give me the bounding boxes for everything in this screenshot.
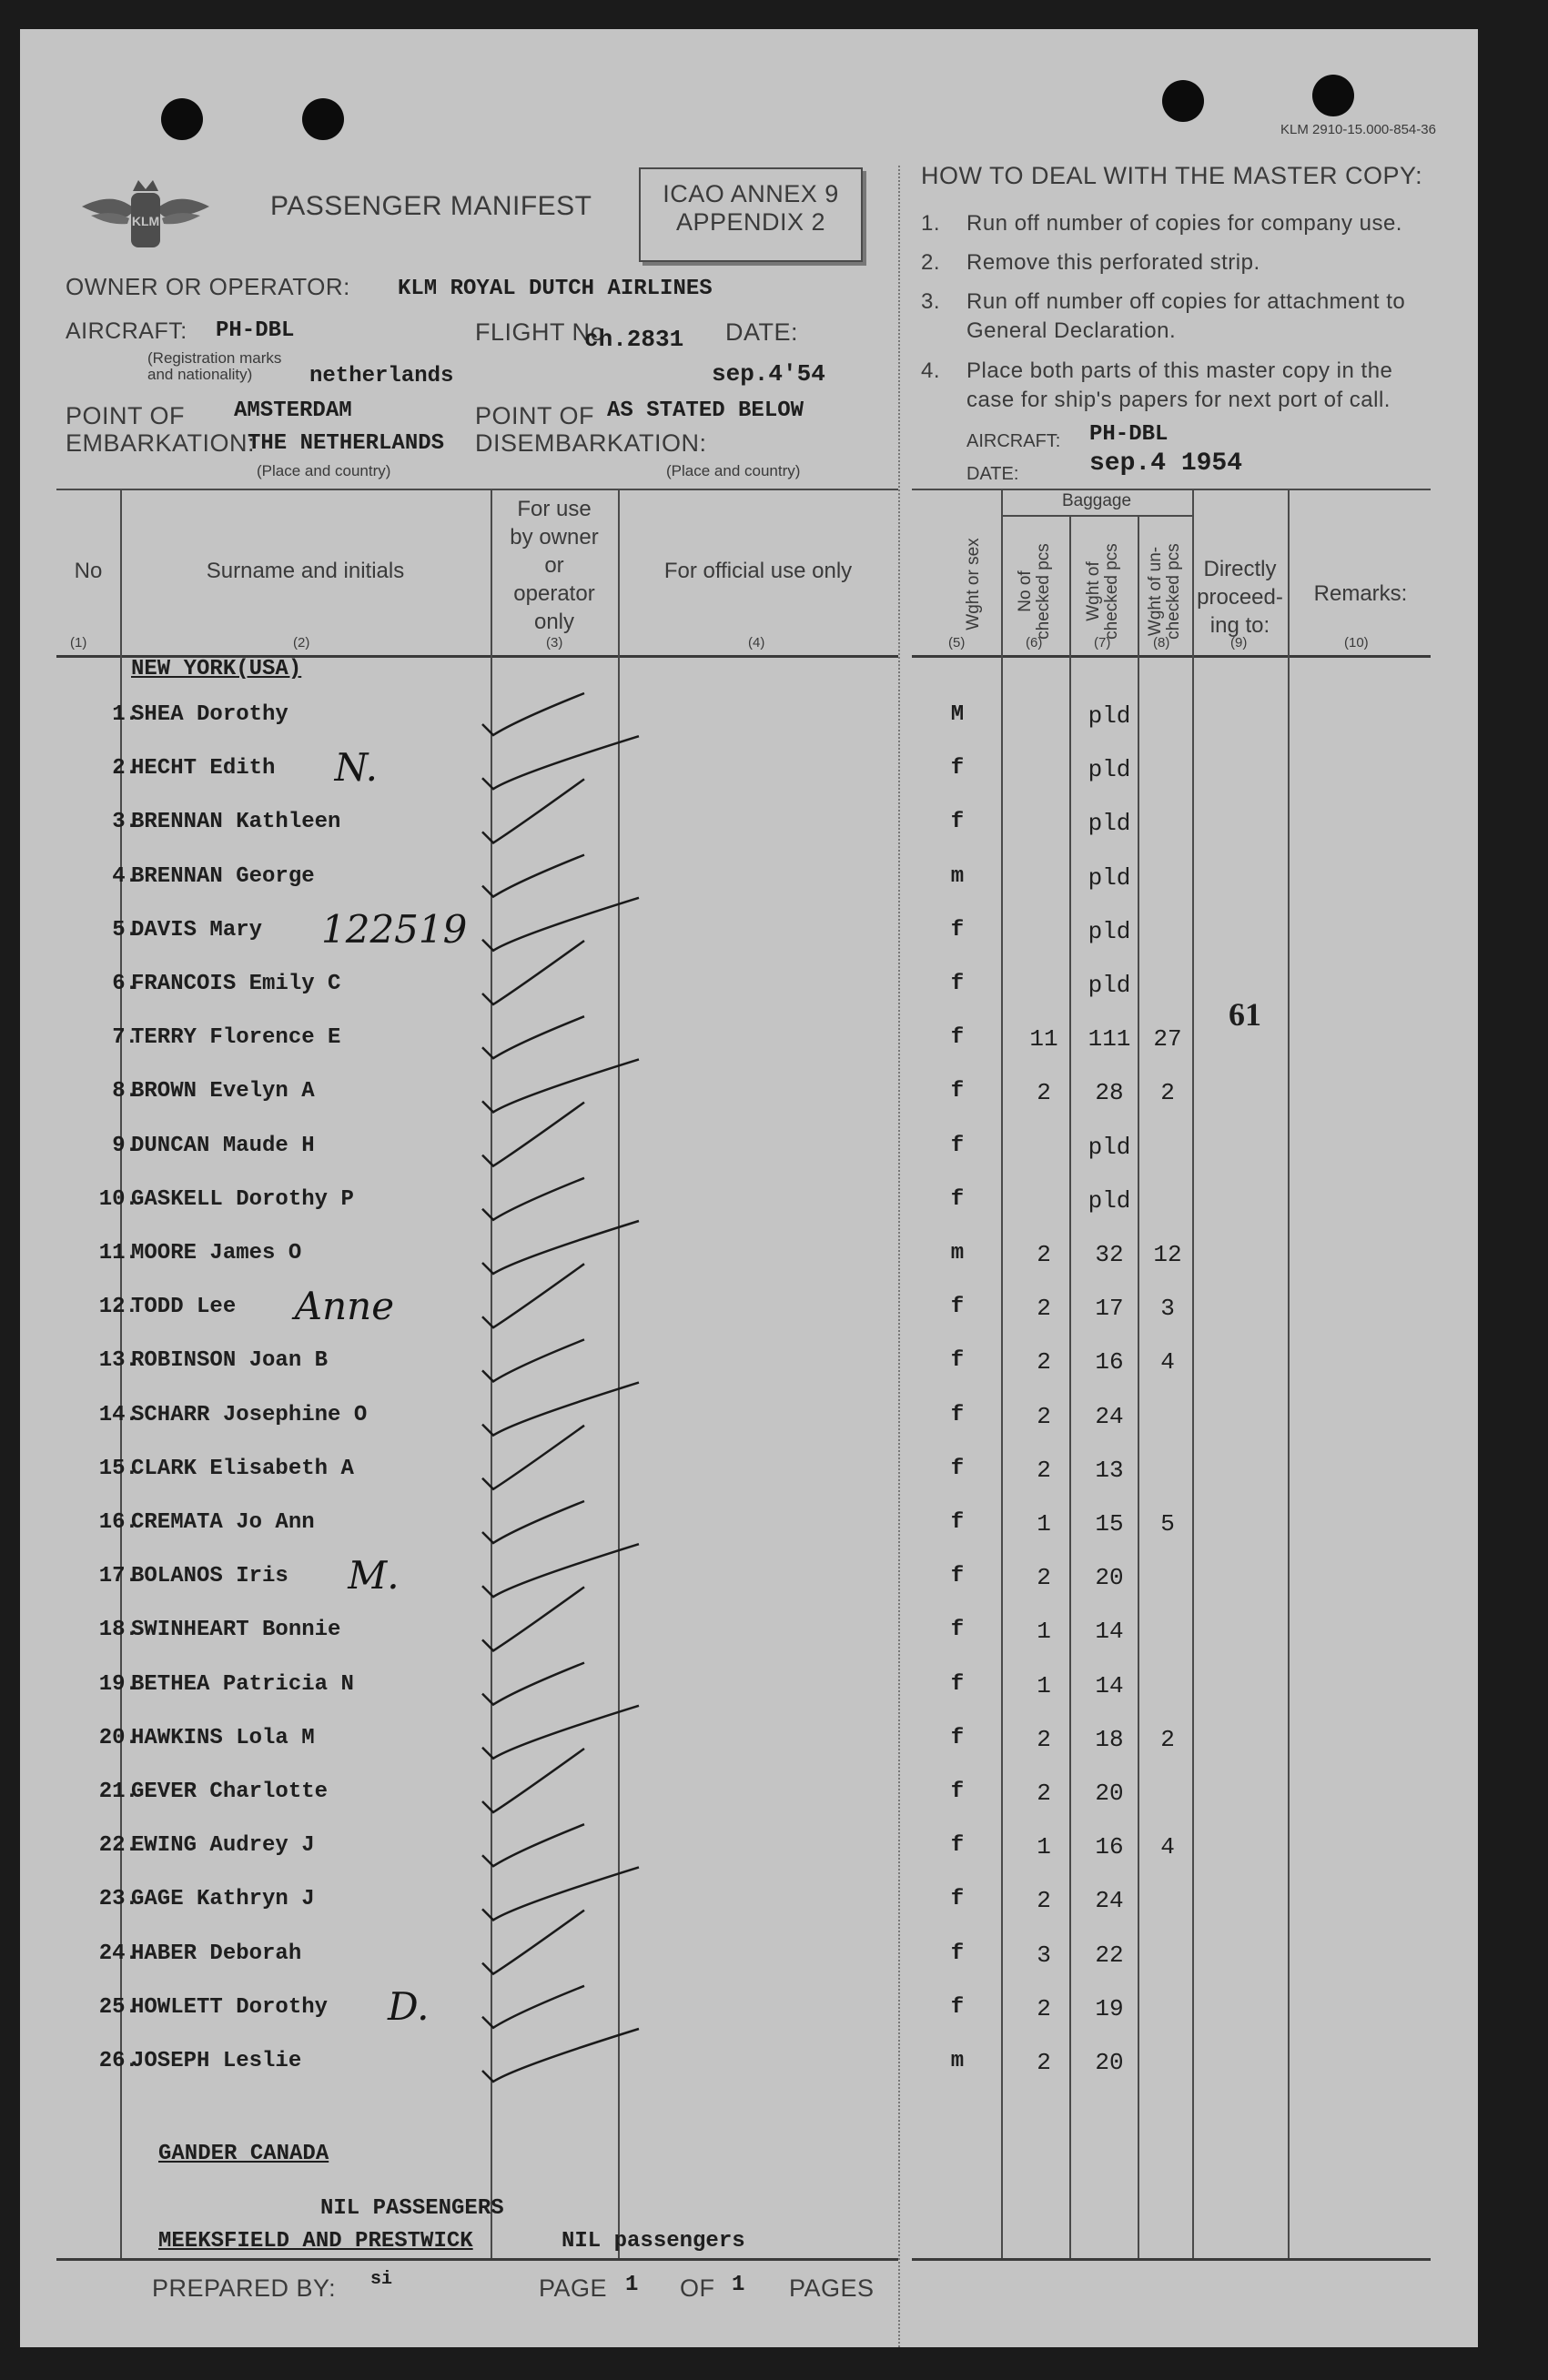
passenger-name: TERRY Florence E — [131, 1025, 341, 1051]
passenger-number: 5. — [112, 917, 138, 943]
passenger-name: BRENNAN George — [131, 863, 315, 889]
checked-weight: 24 — [1095, 1402, 1124, 1430]
passenger-number: 24. — [98, 1941, 138, 1966]
check-mark — [482, 898, 639, 951]
disembarkation-label: POINT OF — [475, 402, 595, 429]
checked-weight: 16 — [1095, 1348, 1124, 1377]
passenger-sex: m — [950, 2049, 965, 2073]
header-line: proceed- — [1197, 585, 1283, 610]
step-text: Run off number off copies for attachment to — [966, 289, 1406, 314]
passenger-number: 11. — [98, 1241, 138, 1266]
flight-value: ch.2831 — [584, 326, 684, 353]
embarkation-country: THE NETHERLANDS — [248, 431, 445, 456]
passenger-sex: f — [950, 1133, 965, 1158]
passenger-number: 21. — [98, 1780, 138, 1804]
unchecked-weight: 2 — [1160, 1079, 1175, 1107]
check-mark — [482, 2029, 639, 2082]
master-date-value: sep.4 1954 — [1089, 449, 1243, 478]
check-mark — [482, 1749, 584, 1812]
passenger-name: GAGE Kathryn J — [131, 1887, 315, 1912]
prepared-by-value: si — [370, 2269, 393, 2290]
column-number: (5) — [948, 635, 966, 650]
passenger-sex: f — [950, 1564, 965, 1589]
checked-pieces: 1 — [1037, 1671, 1051, 1699]
passenger-sex: f — [950, 1510, 965, 1535]
handwritten-note: Anne — [294, 1284, 395, 1329]
check-mark — [482, 1339, 584, 1381]
unchecked-weight: 27 — [1153, 1025, 1182, 1054]
column-number: (6) — [1026, 635, 1043, 650]
check-mark — [482, 1016, 584, 1058]
checked-weight: 14 — [1095, 1671, 1124, 1699]
checked-pieces: 2 — [1037, 1994, 1051, 2022]
prepared-by-label: PREPARED BY: — [152, 2274, 337, 2302]
checked-pieces: 2 — [1037, 2049, 1051, 2076]
unchecked-weight: 4 — [1160, 1833, 1175, 1861]
header-line: ing to: — [1209, 613, 1270, 638]
passenger-name: HABER Deborah — [131, 1941, 302, 1966]
form-code: KLM 2910-15.000-854-36 — [1280, 122, 1436, 137]
page-value: 1 — [625, 2273, 639, 2297]
passenger-name: HOWLETT Dorothy — [131, 1994, 329, 2020]
manifest-sheet — [20, 29, 1478, 2347]
checked-weight: 24 — [1095, 1887, 1124, 1915]
step-number: 3. — [921, 289, 941, 314]
passenger-number: 9. — [112, 1133, 138, 1158]
checked-weight: pld — [1088, 756, 1131, 784]
passenger-sex: f — [950, 810, 965, 835]
destination-new-york: NEW YORK(USA) — [131, 657, 302, 681]
checked-weight: 20 — [1095, 1564, 1124, 1592]
passenger-number: 4. — [112, 863, 138, 889]
passenger-sex: f — [950, 756, 965, 782]
passenger-name: SHEA Dorothy — [131, 702, 288, 727]
checked-weight: 13 — [1095, 1456, 1124, 1484]
page-label: PAGE — [539, 2274, 608, 2302]
checked-weight: pld — [1088, 702, 1131, 730]
master-aircraft-label: AIRCRAFT: — [966, 431, 1061, 451]
place-country-note: (Place and country) — [666, 462, 801, 479]
check-mark — [482, 1911, 584, 1974]
check-mark — [482, 736, 639, 789]
passenger-sex: f — [950, 1780, 965, 1804]
checked-pieces: 2 — [1037, 1241, 1051, 1268]
handwritten-note: N. — [334, 745, 379, 791]
checked-weight: pld — [1088, 810, 1131, 838]
checked-pieces: 2 — [1037, 1079, 1051, 1107]
column-number: (10) — [1344, 635, 1369, 650]
checked-pieces: 2 — [1037, 1564, 1051, 1592]
passenger-number: 15. — [98, 1456, 138, 1481]
passenger-number: 3. — [112, 810, 138, 835]
passenger-sex: f — [950, 1941, 965, 1966]
master-copy-heading: HOW TO DEAL WITH THE MASTER COPY: — [921, 162, 1423, 189]
checked-weight: pld — [1088, 917, 1131, 945]
checked-weight: 19 — [1095, 1994, 1124, 2022]
passenger-number: 2. — [112, 756, 138, 782]
check-mark — [482, 1663, 584, 1705]
column-number: (4) — [748, 635, 765, 650]
checked-pieces: 2 — [1037, 1887, 1051, 1915]
passenger-sex: f — [950, 1456, 965, 1481]
passenger-name: TODD Lee — [131, 1295, 237, 1320]
unchecked-weight: 4 — [1160, 1348, 1175, 1377]
header-line: No of — [1016, 570, 1035, 612]
step-text: Place both parts of this master copy in the — [966, 358, 1393, 383]
header-line: Wght of — [1084, 561, 1103, 621]
column-number: (2) — [293, 635, 310, 650]
meeksfield-nil-passengers: NIL passengers — [562, 2229, 745, 2254]
handwritten-note: D. — [388, 1983, 430, 2029]
passenger-number: 17. — [98, 1564, 138, 1589]
master-date-label: DATE: — [966, 464, 1019, 484]
checked-weight: 111 — [1088, 1025, 1131, 1054]
col-no-header: No — [74, 559, 103, 583]
check-mark — [482, 1264, 584, 1327]
passenger-number: 19. — [98, 1671, 138, 1697]
passenger-number: 10. — [98, 1186, 138, 1212]
check-mark — [482, 779, 584, 842]
passenger-name: CREMATA Jo Ann — [131, 1510, 315, 1535]
passenger-name: FRANCOIS Emily C — [131, 972, 341, 996]
remarks-total: 61 — [1229, 996, 1261, 1033]
passenger-name: BRENNAN Kathleen — [131, 810, 341, 835]
checked-pieces: 1 — [1037, 1833, 1051, 1861]
passenger-number: 26. — [98, 2049, 138, 2073]
passenger-sex: m — [950, 863, 965, 889]
step-text: Run off number of copies for company use. — [966, 211, 1402, 236]
checked-pieces: 2 — [1037, 1348, 1051, 1377]
meeksfield-section: MEEKSFIELD AND PRESTWICK — [158, 2229, 473, 2254]
passenger-name: GEVER Charlotte — [131, 1780, 329, 1804]
handwritten-note: 122519 — [321, 906, 468, 952]
passenger-sex: f — [950, 1025, 965, 1051]
master-aircraft-value: PH-DBL — [1089, 422, 1169, 447]
checked-weight: 32 — [1095, 1241, 1124, 1268]
header-line: Wght of un- — [1146, 546, 1165, 637]
checked-pieces: 2 — [1037, 1456, 1051, 1484]
date-value: sep.4'54 — [712, 360, 825, 388]
checked-weight: 20 — [1095, 1780, 1124, 1807]
passenger-name: BROWN Evelyn A — [131, 1079, 315, 1104]
passenger-number: 22. — [98, 1833, 138, 1859]
checked-pieces: 2 — [1037, 1725, 1051, 1753]
disembarkation-value: AS STATED BELOW — [607, 398, 804, 423]
checked-weight: 22 — [1095, 1941, 1124, 1969]
checked-weight: 15 — [1095, 1510, 1124, 1538]
passenger-sex: f — [950, 1295, 965, 1320]
step-text: General Declaration. — [966, 318, 1177, 343]
aircraft-value: PH-DBL — [216, 318, 295, 343]
header-line: by owner — [510, 525, 599, 550]
gander-nil-passengers: NIL PASSENGERS — [320, 2196, 504, 2221]
check-mark — [482, 1501, 584, 1543]
check-mark — [482, 1103, 584, 1166]
passenger-name: MOORE James O — [131, 1241, 302, 1266]
manifest-title: PASSENGER MANIFEST — [270, 191, 592, 221]
passenger-name: GASKELL Dorothy P — [131, 1186, 354, 1212]
column-number: (9) — [1230, 635, 1248, 650]
passenger-name: CLARK Elisabeth A — [131, 1456, 354, 1481]
passenger-name: BETHEA Patricia N — [131, 1671, 354, 1697]
checked-pieces: 3 — [1037, 1941, 1051, 1969]
unchecked-weight: 12 — [1153, 1241, 1182, 1268]
step-text: case for ship's papers for next port of call. — [966, 388, 1391, 412]
passenger-number: 6. — [112, 972, 138, 996]
pages-label: PAGES — [789, 2274, 875, 2302]
registration-note: (Registration marks — [147, 349, 282, 367]
passenger-number: 16. — [98, 1510, 138, 1535]
passenger-number: 23. — [98, 1887, 138, 1912]
checked-weight: 18 — [1095, 1725, 1124, 1753]
gander-section: GANDER CANADA — [158, 2142, 329, 2166]
unchecked-weight: 3 — [1160, 1295, 1175, 1323]
embarkation-label: POINT OF — [66, 402, 186, 429]
col-official-header: For official use only — [663, 559, 853, 583]
checked-weight: 28 — [1095, 1079, 1124, 1107]
header-line: Directly — [1203, 557, 1277, 581]
passenger-name: ROBINSON Joan B — [131, 1348, 329, 1374]
passenger-name: SWINHEART Bonnie — [131, 1618, 341, 1643]
passenger-sex: f — [950, 917, 965, 943]
passenger-number: 12. — [98, 1295, 138, 1320]
place-country-note: (Place and country) — [257, 462, 391, 479]
passenger-number: 14. — [98, 1402, 138, 1427]
check-mark — [482, 1059, 639, 1112]
check-mark — [482, 1986, 584, 2028]
col-remarks-header: Remarks: — [1313, 581, 1408, 606]
passenger-sex: m — [950, 1241, 965, 1266]
passenger-number: 7. — [112, 1025, 138, 1051]
check-mark — [482, 1426, 584, 1489]
col-sex-header: Wght or sex — [964, 538, 983, 630]
svg-text:KLM: KLM — [131, 214, 160, 228]
passenger-number: 18. — [98, 1618, 138, 1643]
header-line: checked pcs — [1164, 543, 1183, 640]
of-value: 1 — [732, 2273, 745, 2297]
checked-weight: 14 — [1095, 1618, 1124, 1646]
checked-pieces: 2 — [1037, 1295, 1051, 1323]
check-mark — [482, 1544, 639, 1597]
checked-pieces: 2 — [1037, 1402, 1051, 1430]
column-number: (3) — [546, 635, 563, 650]
embarkation-label: EMBARKATION: — [66, 429, 256, 457]
checked-weight: pld — [1088, 1186, 1131, 1215]
flight-label: FLIGHT No — [475, 318, 605, 346]
registration-note: and nationality) — [147, 366, 253, 383]
header-line: checked pcs — [1034, 543, 1053, 640]
pen-check-marks — [20, 29, 1478, 2347]
check-mark — [482, 1178, 584, 1220]
header-line: operator — [513, 581, 595, 606]
passenger-name: EWING Audrey J — [131, 1833, 315, 1859]
passenger-sex: f — [950, 1186, 965, 1212]
checked-pieces: 1 — [1037, 1618, 1051, 1646]
header-line: only — [533, 610, 575, 634]
embarkation-city: AMSTERDAM — [234, 398, 352, 423]
nationality-value: netherlands — [309, 364, 454, 388]
check-mark — [482, 1824, 584, 1866]
date-label: DATE: — [725, 318, 799, 346]
checked-weight: pld — [1088, 972, 1131, 999]
passenger-number: 20. — [98, 1725, 138, 1750]
passenger-number: 13. — [98, 1348, 138, 1374]
passenger-sex: f — [950, 1079, 965, 1104]
checked-weight: pld — [1088, 1133, 1131, 1161]
check-mark — [482, 693, 584, 735]
col-surname-header: Surname and initials — [206, 559, 405, 583]
passenger-name: JOSEPH Leslie — [131, 2049, 302, 2073]
step-number: 1. — [921, 211, 941, 236]
of-label: OF — [680, 2274, 715, 2302]
passenger-name: DAVIS Mary — [131, 917, 263, 943]
passenger-number: 25. — [98, 1994, 138, 2020]
checked-pieces: 2 — [1037, 1780, 1051, 1807]
passenger-sex: M — [950, 702, 965, 727]
passenger-sex: f — [950, 1402, 965, 1427]
icao-annex-line1: ICAO ANNEX 9 — [663, 180, 839, 207]
passenger-sex: f — [950, 1833, 965, 1859]
check-mark — [482, 855, 584, 897]
unchecked-weight: 2 — [1160, 1725, 1175, 1753]
checked-weight: 16 — [1095, 1833, 1124, 1861]
check-mark — [482, 1867, 639, 1920]
step-text: Remove this perforated strip. — [966, 250, 1260, 275]
icao-annex-line2: APPENDIX 2 — [675, 208, 826, 236]
passenger-sex: f — [950, 1725, 965, 1750]
passenger-sex: f — [950, 1671, 965, 1697]
column-number: (1) — [70, 635, 87, 650]
checked-weight: pld — [1088, 863, 1131, 892]
header-line: or — [544, 553, 564, 578]
passenger-number: 1. — [112, 702, 138, 727]
passenger-sex: f — [950, 1887, 965, 1912]
aircraft-label: AIRCRAFT: — [66, 318, 187, 344]
checked-weight: 20 — [1095, 2049, 1124, 2076]
passenger-name: BOLANOS Iris — [131, 1564, 288, 1589]
check-mark — [482, 1221, 639, 1274]
passenger-name: SCHARR Josephine O — [131, 1402, 368, 1427]
column-number: (8) — [1153, 635, 1170, 650]
header-line: checked pcs — [1102, 543, 1121, 640]
checked-pieces: 1 — [1037, 1510, 1051, 1538]
check-mark — [482, 1587, 584, 1650]
passenger-sex: f — [950, 1618, 965, 1643]
step-number: 2. — [921, 250, 941, 275]
owner-value: KLM ROYAL DUTCH AIRLINES — [398, 277, 713, 301]
handwritten-note: M. — [348, 1553, 400, 1598]
passenger-name: HECHT Edith — [131, 756, 276, 782]
passenger-sex: f — [950, 1994, 965, 2020]
owner-label: OWNER OR OPERATOR: — [66, 273, 350, 300]
column-number: (7) — [1094, 635, 1111, 650]
check-mark — [482, 1706, 639, 1759]
passenger-name: HAWKINS Lola M — [131, 1725, 315, 1750]
step-number: 4. — [921, 358, 941, 383]
check-mark — [482, 941, 584, 1004]
checked-pieces: 11 — [1029, 1025, 1058, 1054]
check-mark — [482, 1383, 639, 1436]
passenger-sex: f — [950, 972, 965, 996]
unchecked-weight: 5 — [1160, 1510, 1175, 1538]
passenger-sex: f — [950, 1348, 965, 1374]
checked-weight: 17 — [1095, 1295, 1124, 1323]
header-line: For use — [517, 497, 592, 521]
passenger-number: 8. — [112, 1079, 138, 1104]
col-baggage-header: Baggage — [1061, 491, 1132, 510]
disembarkation-label: DISEMBARKATION: — [475, 429, 707, 457]
passenger-name: DUNCAN Maude H — [131, 1133, 315, 1158]
